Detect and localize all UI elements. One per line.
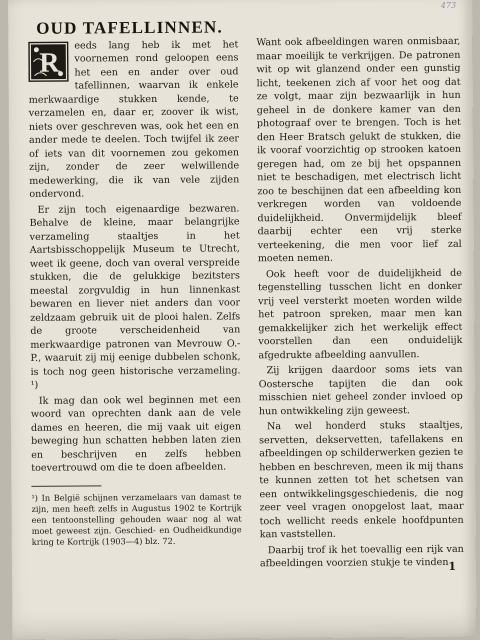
right-column bbox=[256, 35, 464, 573]
dropcap-letter: R bbox=[39, 47, 60, 79]
paragraph-3: Ik mag dan ook wel beginnen met een woord van oprechten dank aan de vele dames en heeren, die mij vaak uit eigen beweging hun schatten hebben laten zien en beschrijven en zelfs hebben toevertrouwd om die te doen afbeelden. bbox=[30, 393, 242, 474]
paragraph-5: Ook heeft voor de duidelijkheid de tegenstelling tusschen licht en donker vrij veel versterkt moeten worden wilde het patroon spreken, maar men kan gemakkelijker zich het werkelijk effect voorstellen dan een onduidelijk afgedrukte afbeelding aanvullen. bbox=[257, 267, 463, 361]
paragraph-6: Zij krijgen daardoor soms iets van Oostersche tapijten die dan ook misschien niet geheel zonder invloed op hun ontwikkeling zijn geweest. bbox=[258, 363, 463, 417]
dropcap-ornament-icon bbox=[28, 41, 68, 81]
paragraph-8: Daarbij trof ik het toevallig een rijk van afbeeldingen voorzien stukje te vinden bbox=[259, 543, 464, 570]
book-page bbox=[8, 0, 476, 640]
paragraph-7: Na wel honderd stuks staaltjes, servetten, dekservetten, tafellakens en afbeeldingen op schilderwerken gezien te hebben en beschreven, meen ik mij thans te kunnen zetten tot het schetsen van een ontwikkelingsgeschiedenis, die nog zeer veel vragen onopgelost laat, maar toch wellicht reeds enkele hoofdpunten kan vaststellen. bbox=[259, 419, 464, 541]
paragraph-4: Want ook afbeeldingen waren onmisbaar, maar moeilijk te verkrijgen. De patronen wit op wit glanzend onder een gunstig licht, teekenen zich af voor het oog dat ze volgt, maar zijn bezwaarlijk in hun geheel in de donkere kamer van den photograaf over te brengen. Toch is het den Heer Bratsch gelukt de stukken, die ik vooraf voorzichtig op strooken katoen geregen had, om ze bij het opspannen niet te beschadigen, met electrisch licht zoo te beschijnen dat een afbeelding kon verkregen worden van voldoende duidelijkheid. Onvermijdelijk bleef daarbij echter een vrij sterke verteekening, die men voor lief zal moeten nemen. bbox=[256, 35, 462, 265]
left-column bbox=[28, 17, 242, 549]
paragraph-1-text: eeds lang heb ik met het voornemen rond geloopen eens het een en ander over oud tafellinnen, waarvan ik enkele merkwaardige stukken kende, te verzamelen en, daar er, zoover ik wist, niets over geschreven was, ook het een en ander mede te deelen. Toch twijfel ik zeer of iets van dit voornemen zou gekomen zijn, zonder de zeer welwillende medewerking, die ik van vele zijden ondervond. bbox=[28, 38, 240, 200]
ornamental-dropcap bbox=[28, 41, 68, 81]
footnote: ¹) In België schijnen verzamelaars van damast te zijn, men heeft zelfs in Augustus 1902 te Kortrijk een tentoonstelling gehouden waar nog al wat moet geweest zijn. Geschied- en Oudheidkundige kring te Kortrijk (1903—4) blz. 72. bbox=[31, 490, 242, 547]
paragraph-2: Er zijn toch eigenaardige bezwaren. Behalve de kleine, maar belangrijke verzameling staaltjes in het Aartsbisschoppelijk Museum te Utrecht, weet ik geene, doch van overal verspreide stukken, die de gelukkige bezitsters meestal zorgvuldig in hun linnenkast bewaren en liever niet anders dan voor zeldzaam gebruik uit de plooi halen. Zelfs de groote verscheidenheid van merkwaardige patronen van Mevrouw O.-P., waaruit zij mij eenige dubbelen schonk, is toch nog geen historische verzameling. ¹) bbox=[29, 202, 241, 391]
handwritten-page-mark: 473 bbox=[440, 0, 457, 10]
footnote-separator bbox=[31, 485, 101, 486]
article-title: OUD TAFELLINNEN. bbox=[36, 17, 223, 38]
page-number: 1 bbox=[448, 559, 457, 573]
